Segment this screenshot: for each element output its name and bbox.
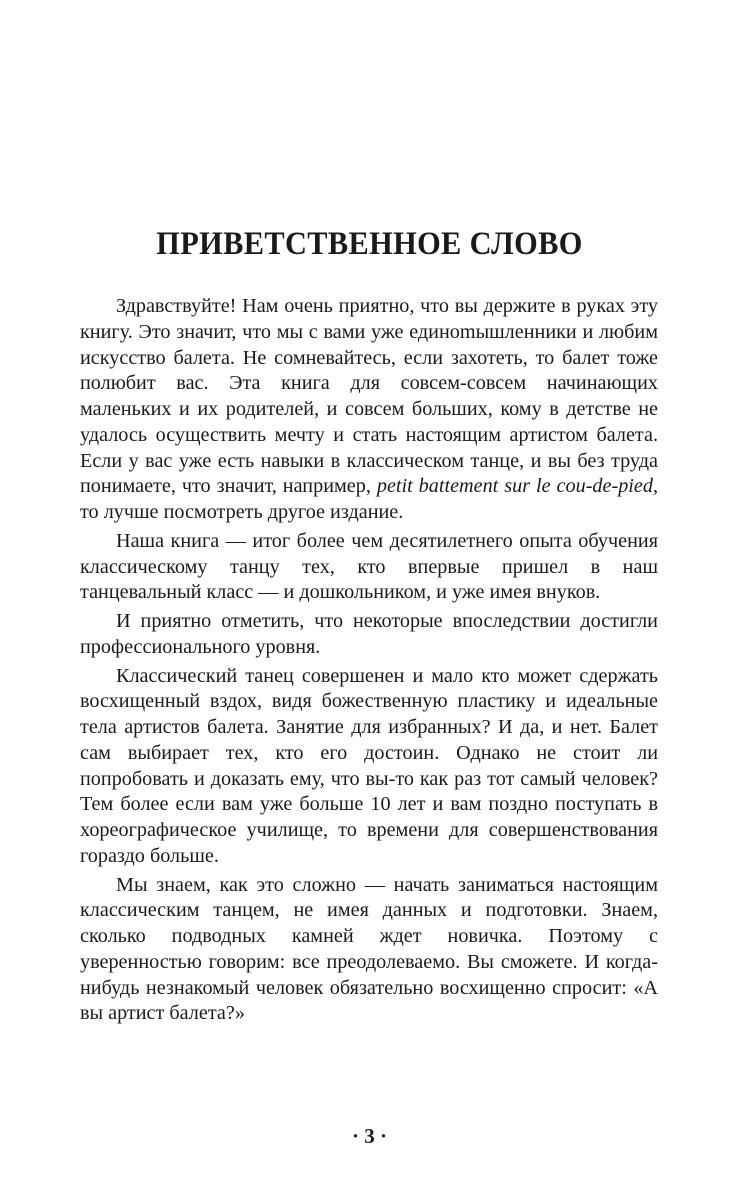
paragraph-1-text-end: , то лучше посмотреть другое издание. <box>80 475 658 523</box>
paragraph-2: Наша книга — итог более чем десятилетнего опыта обучения классическому танцу тех, кто впервые пришел в наш танцевальный класс — и дошкольником, и уже имея внуков. <box>80 529 658 604</box>
paragraph-3: И приятно отметить, что некоторые впоследствии достигли профессионального уровня. <box>80 610 658 658</box>
paragraph-4: Классический танец совершенен и мало кто может сдержать восхищенный вздох, видя божественную пластику и идеальные тела артистов балета. Занятие для избранных? И да, и нет. Балет сам выбирает тех, кто его достоин. Однако не стоит ли попробовать и доказать ему, что вы-то как раз тот самый человек? Тем более если вам уже больше 10 лет и вам поздно поступать в хореографическое училище, то времени для совершенствования гораздо больше. <box>80 664 658 867</box>
paragraph-5: Мы знаем, как это сложно — начать заниматься настоящим классическим танцем, не имея данных и подготовки. Знаем, сколько подводных камней ждет новичка. Поэтому с уверенностью говорим: все преодолеваемо. Вы сможете. И когда-нибудь незнакомый человек обязательно восхищенно спросит: «А вы артист балета?» <box>80 873 658 1025</box>
page-number: · 3 · <box>351 1124 387 1148</box>
page-title: ПРИВЕТСТВЕННОЕ СЛОВО <box>156 226 583 262</box>
paragraph-1-italic-term: petit battement sur le cou-de-pied <box>376 475 653 498</box>
paragraph-1-text-start: Здравствуйте! Нам очень приятно, что вы держите в руках эту книгу. Это значит, что мы с вами уже единоmышленники и любим искусство балета. Не сомневайтесь, если захотеть, то балет тоже полюбит вас. Эта книга для совсем-совсем начинающих маленьких и их родителей, и совсем больших, кому в детстве не удалось осуществить мечту и стать настоящим артистом балета. Если у вас уже есть навыки в классическом танце, и вы без труда понимаете, что значит, например, <box>80 295 658 498</box>
body-text <box>80 294 658 1027</box>
paragraph-1 <box>80 294 658 526</box>
